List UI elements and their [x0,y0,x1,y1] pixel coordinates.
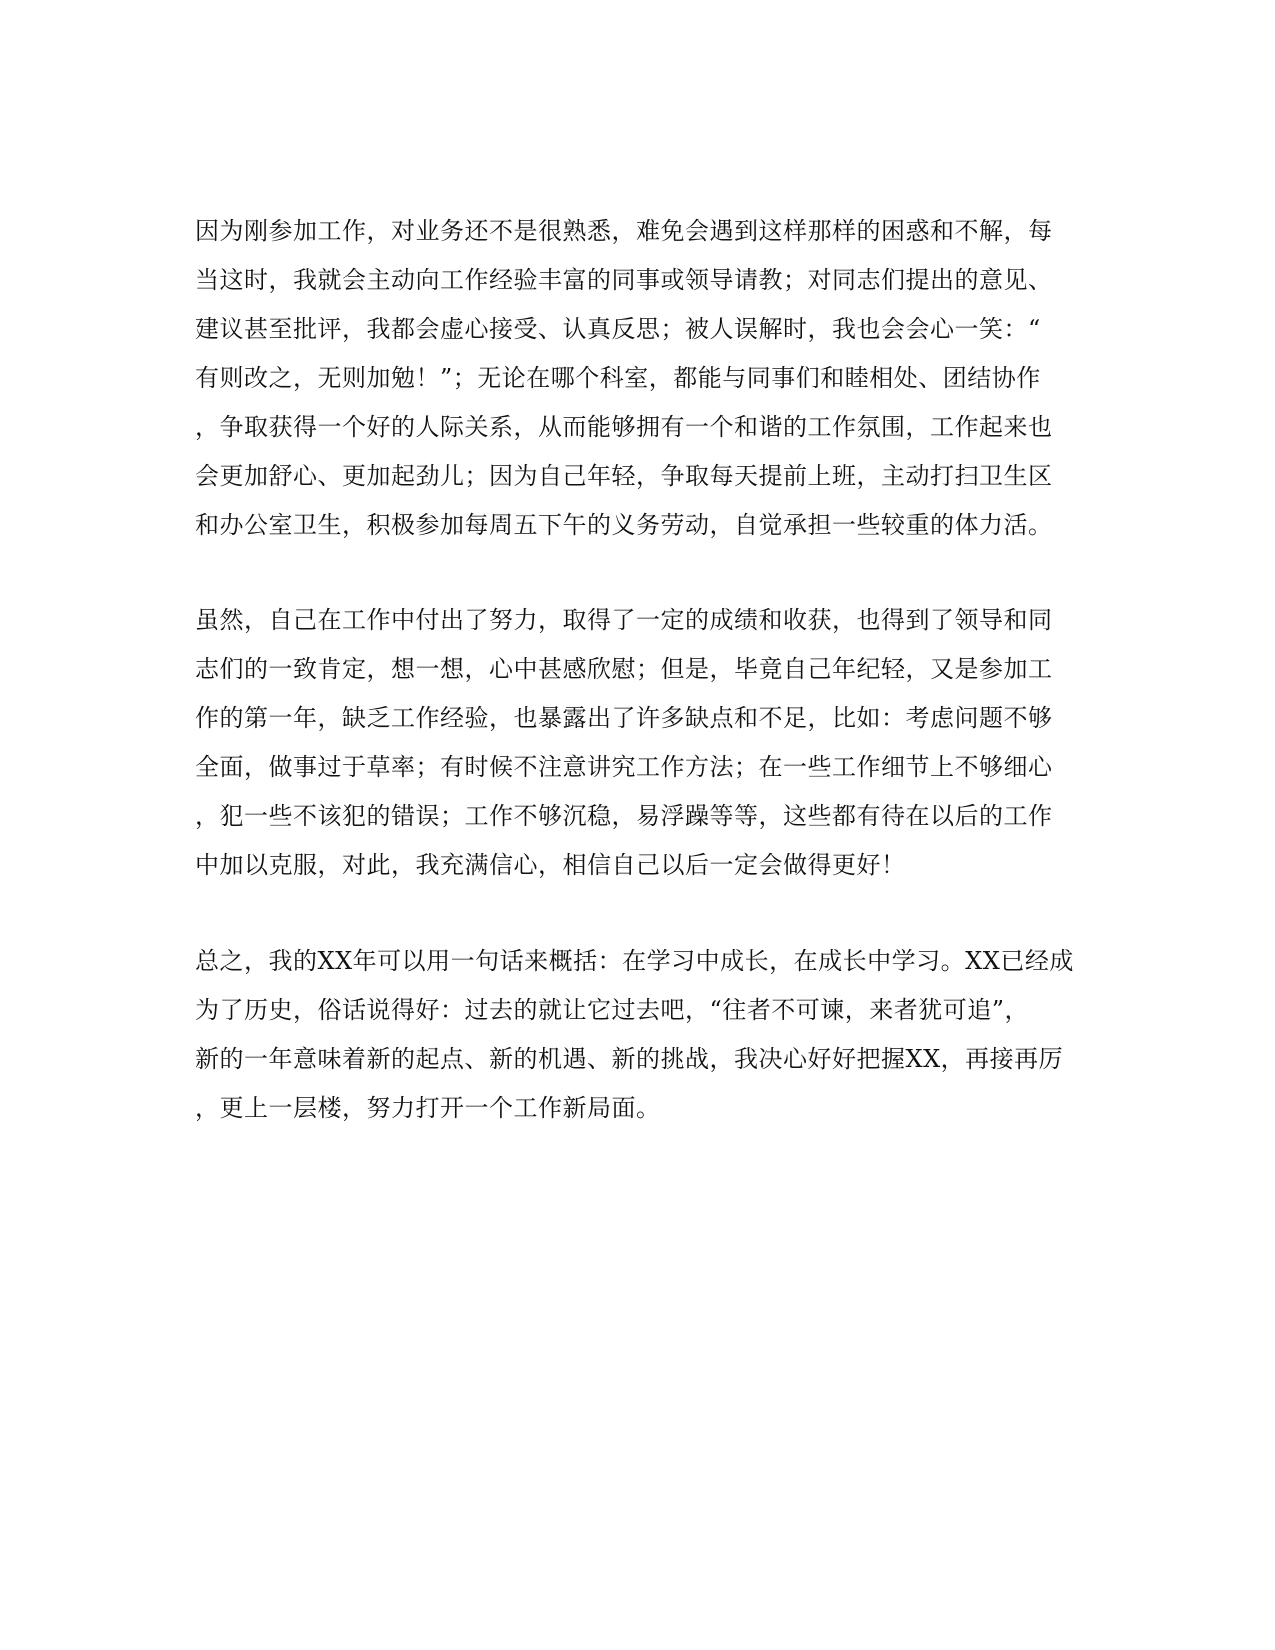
paragraph-line: ，犯一些不该犯的错误；工作不够沉稳，易浮躁等等，这些都有待在以后的工作 [195,802,1053,830]
paragraph-line: 和办公室卫生，积极参加每周五下午的义务劳动，自觉承担一些较重的体力活。 [195,511,1053,539]
paragraph-line: 会更加舒心、更加起劲儿；因为自己年轻，争取每天提前上班，主动打扫卫生区 [195,462,1053,490]
paragraph-line: 为了历史，俗话说得好：过去的就让它过去吧，“往者不可谏，来者犹可追”， [195,996,1030,1024]
paragraph-line: 因为刚参加工作，对业务还不是很熟悉，难免会遇到这样那样的困惑和不解，每 [195,217,1053,245]
paragraph-2 [195,596,1075,890]
paragraph-1 [195,207,1075,550]
paragraph-line: 有则改之，无则加勉！”；无论在哪个科室，都能与同事们和睦相处、团结协作 [195,364,1041,392]
paragraph-line: 新的一年意味着新的起点、新的机遇、新的挑战，我决心好好把握XX，再接再厉 [195,1045,1064,1073]
paragraph-line: 全面，做事过于草率；有时候不注意讲究工作方法；在一些工作细节上不够细心 [195,753,1053,781]
paragraph-line: ，更上一层楼，努力打开一个工作新局面。 [195,1094,661,1122]
paragraph-3 [195,937,1075,1133]
paragraph-line: 总之，我的XX年可以用一句话来概括：在学习中成长，在成长中学习。XX已经成 [195,947,1074,975]
paragraph-line: 中加以克服，对此，我充满信心，相信自己以后一定会做得更好！ [195,851,906,879]
paragraph-line: ，争取获得一个好的人际关系，从而能够拥有一个和谐的工作氛围，工作起来也 [195,413,1053,441]
paragraph-line: 志们的一致肯定，想一想，心中甚感欣慰；但是，毕竟自己年纪轻，又是参加工 [195,655,1053,683]
paragraph-line: 虽然，自己在工作中付出了努力，取得了一定的成绩和收获，也得到了领导和同 [195,606,1053,634]
paragraph-line: 建议甚至批评，我都会虚心接受、认真反思；被人误解时，我也会会心一笑：“ [195,315,1041,343]
paragraph-line: 作的第一年，缺乏工作经验，也暴露出了许多缺点和不足，比如：考虑问题不够 [195,704,1053,732]
paragraph-line: 当这时，我就会主动向工作经验丰富的同事或领导请教；对同志们提出的意见、 [195,266,1053,294]
